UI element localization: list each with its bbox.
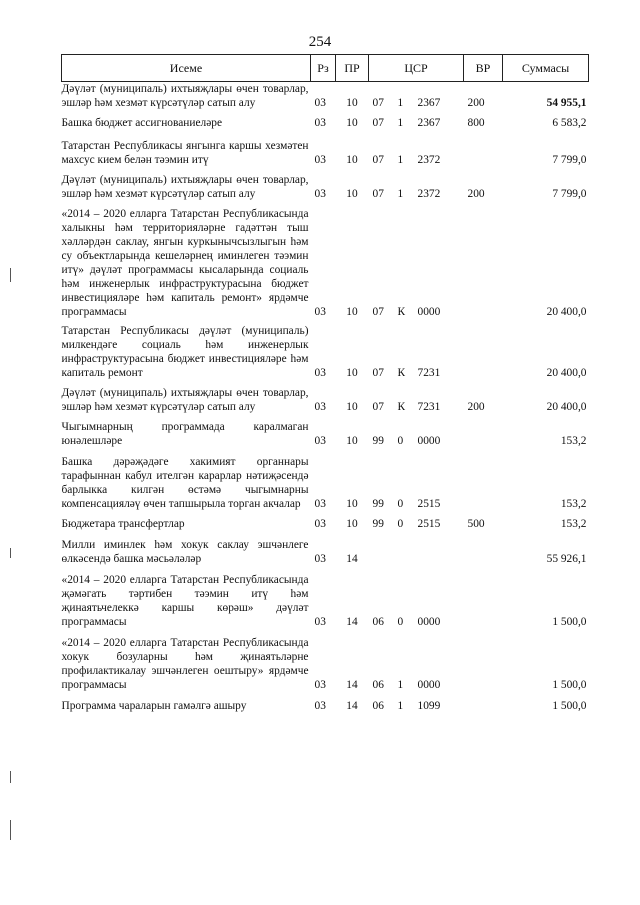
row-csr-part2 bbox=[394, 538, 414, 566]
row-csr-part3: 2367 bbox=[417, 117, 441, 129]
row-csr-part1: 07 bbox=[372, 367, 384, 379]
row-spacer bbox=[62, 448, 589, 455]
row-pr: 14 bbox=[346, 616, 358, 628]
row-vr bbox=[464, 420, 503, 448]
row-vr bbox=[464, 538, 503, 566]
row-csr-part3: 7231 bbox=[417, 367, 441, 379]
table-row bbox=[62, 517, 589, 531]
row-sum: 1 500,0 bbox=[552, 616, 587, 628]
row-csr-part1: 07 bbox=[372, 188, 384, 200]
row-sum: 153,2 bbox=[560, 498, 587, 510]
scan-mark bbox=[10, 268, 11, 282]
row-vr bbox=[464, 455, 503, 511]
row-spacer bbox=[62, 692, 589, 699]
row-vr bbox=[464, 324, 503, 380]
row-sum: 153,2 bbox=[560, 518, 587, 530]
row-name: Бюджетара трансфертлар bbox=[61, 518, 185, 530]
table-body bbox=[62, 82, 589, 714]
row-csr-part3: 7231 bbox=[417, 401, 441, 413]
row-sum: 7 799,0 bbox=[552, 188, 587, 200]
row-name: Чыгымнарның программада каралмаган юнәлешләре bbox=[61, 421, 309, 447]
header-rz: Рз bbox=[311, 55, 336, 82]
row-vr bbox=[464, 699, 503, 713]
table-row bbox=[62, 636, 589, 692]
row-rz: 03 bbox=[314, 154, 326, 166]
row-csr-part1: 07 bbox=[372, 97, 384, 109]
row-vr: 200 bbox=[467, 97, 485, 109]
row-csr-part2: 0 bbox=[397, 616, 404, 628]
row-vr: 500 bbox=[467, 518, 485, 530]
row-spacer bbox=[62, 130, 589, 139]
row-csr-part3: 0000 bbox=[417, 679, 441, 691]
row-rz: 03 bbox=[314, 117, 326, 129]
row-csr-part2: 1 bbox=[397, 679, 404, 691]
table-row bbox=[62, 386, 589, 414]
row-name: Дәүләт (муниципаль) ихтыяҗлары өчен товарлар, эшләр һәм хезмәт күрсәтүләр сатып алу bbox=[61, 387, 309, 413]
row-sum: 6 583,2 bbox=[552, 117, 587, 129]
table-row bbox=[62, 420, 589, 448]
row-spacer bbox=[62, 566, 589, 573]
row-pr: 10 bbox=[346, 117, 358, 129]
row-csr-part2: 0 bbox=[397, 498, 404, 510]
row-name: «2014 – 2020 елларга Татарстан Республикасында хокук бозуларны һәм җинаятьләрне профилактикалау эшчәнлеген оештыру» ярдәмче программасы bbox=[61, 637, 309, 691]
row-name: Башка бюджет ассигнованиеләре bbox=[61, 117, 223, 129]
row-csr-part2: К bbox=[397, 401, 406, 413]
row-pr: 14 bbox=[346, 700, 358, 712]
row-csr-part2: 1 bbox=[397, 97, 404, 109]
row-spacer bbox=[62, 629, 589, 636]
row-csr-part3: 2367 bbox=[417, 97, 441, 109]
row-pr: 10 bbox=[346, 154, 358, 166]
row-csr-part1: 07 bbox=[372, 117, 384, 129]
table-row bbox=[62, 538, 589, 566]
row-rz: 03 bbox=[314, 97, 326, 109]
row-pr: 10 bbox=[346, 188, 358, 200]
row-rz: 03 bbox=[314, 700, 326, 712]
row-rz: 03 bbox=[314, 367, 326, 379]
row-sum: 1 500,0 bbox=[552, 700, 587, 712]
row-vr bbox=[464, 139, 503, 167]
row-sum: 7 799,0 bbox=[552, 154, 587, 166]
row-vr bbox=[464, 573, 503, 629]
row-rz: 03 bbox=[314, 518, 326, 530]
table-row bbox=[62, 455, 589, 511]
row-csr-part3: 1099 bbox=[417, 700, 441, 712]
page-number: 254 bbox=[308, 34, 332, 50]
row-sum: 153,2 bbox=[560, 435, 587, 447]
row-vr: 800 bbox=[467, 117, 485, 129]
row-sum: 1 500,0 bbox=[552, 679, 587, 691]
row-sum: 20 400,0 bbox=[546, 367, 587, 379]
row-vr bbox=[464, 207, 503, 319]
row-pr: 14 bbox=[346, 553, 358, 565]
row-csr-part1: 07 bbox=[372, 306, 384, 318]
row-csr-part3: 0000 bbox=[417, 306, 441, 318]
table-row bbox=[62, 324, 589, 380]
header-csr: ЦСР bbox=[369, 55, 464, 82]
table-row bbox=[62, 82, 589, 110]
row-csr-part2: 1 bbox=[397, 700, 404, 712]
row-rz: 03 bbox=[314, 188, 326, 200]
row-name: Милли иминлек һәм хокук саклау эшчәнлеге өлкәсендә башка мәсьәләләр bbox=[61, 539, 309, 565]
row-sum: 54 955,1 bbox=[546, 97, 587, 109]
row-pr: 10 bbox=[346, 367, 358, 379]
row-rz: 03 bbox=[314, 306, 326, 318]
row-csr-part2: 0 bbox=[397, 518, 404, 530]
row-name: «2014 – 2020 елларга Татарстан Республикасында җәмәгать тәртибен тәэмин итү һәм җинаятьчелеккә каршы көрәш» дәүләт программасы bbox=[61, 574, 309, 628]
row-pr: 14 bbox=[346, 679, 358, 691]
row-name: «2014 – 2020 елларга Татарстан Республикасында халыкны һәм территорияләрне гадәттән тыш хәлләрдән саклау, янгын куркынычсызлыгын һәм су объектларында кешеләрнең иминлеген тәэмин итү» дәүләт программасы кысаларында социаль һәм инженерлык инфраструктурасына бюджет инвестицияләре һәм капиталь ремонт» ярдәмче программасы bbox=[61, 208, 309, 318]
header-name: Исеме bbox=[62, 55, 311, 82]
row-csr-part3: 2372 bbox=[417, 188, 441, 200]
row-rz: 03 bbox=[314, 401, 326, 413]
scan-mark bbox=[10, 820, 11, 840]
table-row bbox=[62, 116, 589, 130]
header-pr: ПР bbox=[336, 55, 369, 82]
row-csr-part1: 06 bbox=[372, 700, 384, 712]
row-pr: 10 bbox=[346, 401, 358, 413]
row-name: Дәүләт (муниципаль) ихтыяҗлары өчен товарлар, эшләр һәм хезмәт күрсәтүләр сатып алу bbox=[61, 83, 309, 109]
table-row bbox=[62, 699, 589, 713]
row-csr-part3: 0000 bbox=[417, 616, 441, 628]
row-csr-part3: 0000 bbox=[417, 435, 441, 447]
row-pr: 10 bbox=[346, 518, 358, 530]
table-row bbox=[62, 207, 589, 319]
row-name: Башка дәрәҗәдәге хакимият органнары тарафыннан кабул ителгән карарлар нәтиҗәсендә барлыкка килгән өстәмә чыгымнарны компенсацияләү өчен тапшырыла торган акчалар bbox=[61, 456, 309, 510]
scan-mark bbox=[10, 548, 11, 558]
row-csr-part3: 2515 bbox=[417, 518, 441, 530]
row-sum: 55 926,1 bbox=[546, 553, 587, 565]
row-pr: 10 bbox=[346, 435, 358, 447]
row-csr-part1: 07 bbox=[372, 401, 384, 413]
row-sum: 20 400,0 bbox=[546, 306, 587, 318]
row-csr-part1 bbox=[369, 538, 394, 566]
row-rz: 03 bbox=[314, 679, 326, 691]
row-csr-part3 bbox=[414, 538, 464, 566]
table-header bbox=[62, 55, 589, 82]
row-vr: 200 bbox=[467, 401, 485, 413]
row-vr bbox=[464, 636, 503, 692]
row-csr-part2: 0 bbox=[397, 435, 404, 447]
row-csr-part3: 2372 bbox=[417, 154, 441, 166]
row-rz: 03 bbox=[314, 435, 326, 447]
row-csr-part2: 1 bbox=[397, 154, 404, 166]
row-csr-part3: 2515 bbox=[417, 498, 441, 510]
row-csr-part2: 1 bbox=[397, 188, 404, 200]
row-vr: 200 bbox=[467, 188, 485, 200]
row-name: Татарстан Республикасы дәүләт (муниципаль) милкендәге социаль һәм инженерлык инфраструктурасына бюджет инвестицияләре һәм капиталь ремонт bbox=[61, 325, 309, 379]
table-row bbox=[62, 573, 589, 629]
row-csr-part1: 07 bbox=[372, 154, 384, 166]
row-spacer bbox=[62, 531, 589, 538]
row-csr-part1: 06 bbox=[372, 679, 384, 691]
row-csr-part2: К bbox=[397, 306, 406, 318]
row-csr-part1: 99 bbox=[372, 435, 384, 447]
header-vr: ВР bbox=[464, 55, 503, 82]
row-pr: 10 bbox=[346, 498, 358, 510]
row-csr-part1: 99 bbox=[372, 498, 384, 510]
row-name: Программа чараларын гамәлгә ашыру bbox=[61, 700, 247, 712]
row-name: Дәүләт (муниципаль) ихтыяҗлары өчен товарлар, эшләр һәм хезмәт күрсәтүләр сатып алу bbox=[61, 174, 309, 200]
header-sum: Суммасы bbox=[503, 55, 589, 82]
budget-table bbox=[61, 54, 589, 713]
table-row bbox=[62, 139, 589, 167]
row-rz: 03 bbox=[314, 616, 326, 628]
row-pr: 10 bbox=[346, 97, 358, 109]
row-csr-part1: 06 bbox=[372, 616, 384, 628]
row-csr-part2: 1 bbox=[397, 117, 404, 129]
scan-mark bbox=[10, 771, 11, 783]
row-rz: 03 bbox=[314, 553, 326, 565]
row-sum: 20 400,0 bbox=[546, 401, 587, 413]
row-name: Татарстан Республикасы янгынга каршы хезмәтен махсус кием белән тәэмин итү bbox=[61, 140, 309, 166]
row-rz: 03 bbox=[314, 498, 326, 510]
row-csr-part1: 99 bbox=[372, 518, 384, 530]
table-row bbox=[62, 173, 589, 201]
row-pr: 10 bbox=[346, 306, 358, 318]
row-csr-part2: К bbox=[397, 367, 406, 379]
